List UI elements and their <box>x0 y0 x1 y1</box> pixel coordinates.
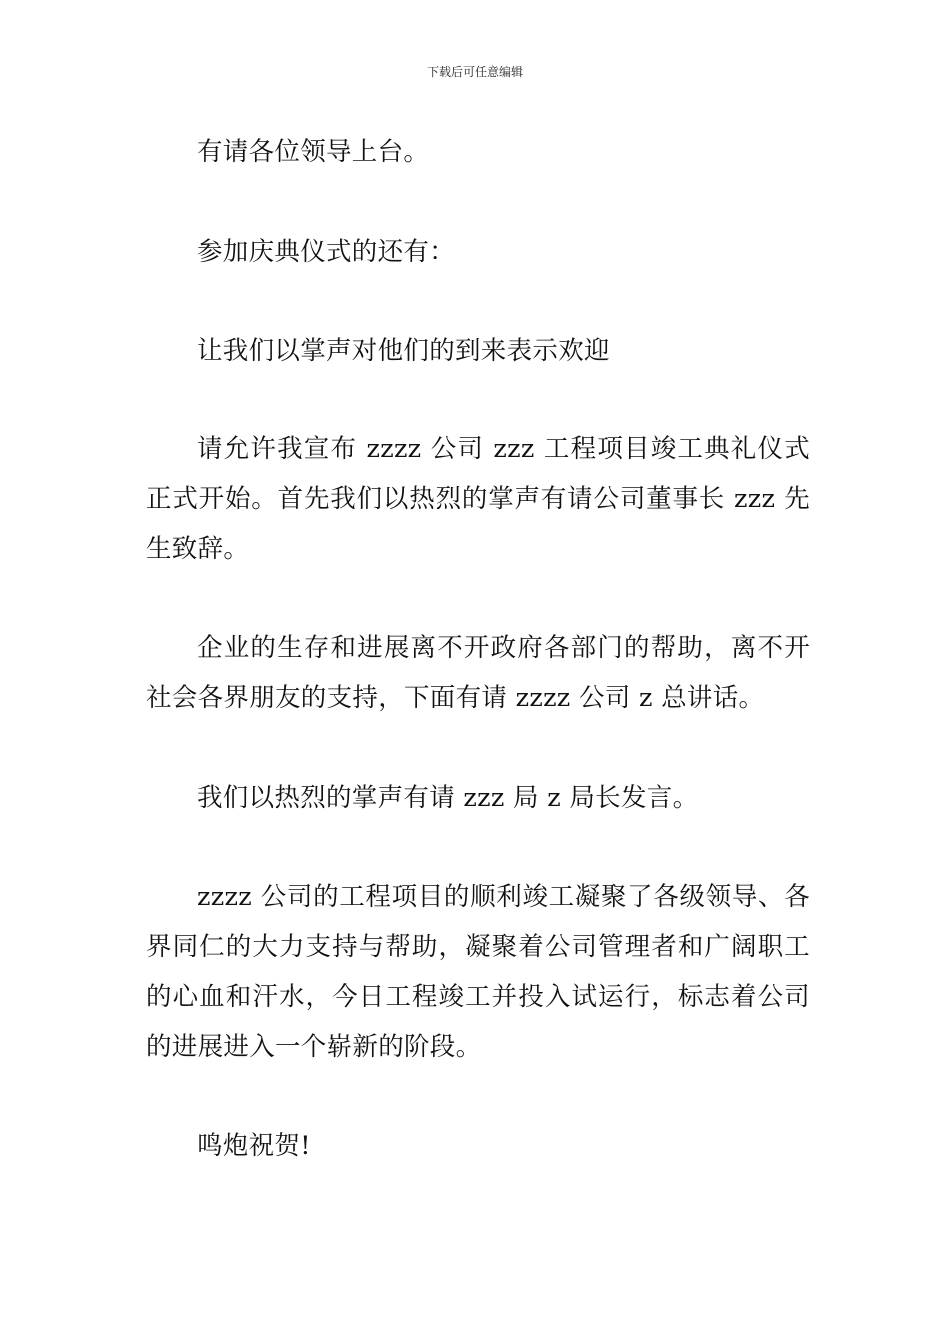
paragraph-firecrackers: 鸣炮祝贺! <box>197 1131 311 1161</box>
paragraph-bureau-speech: 我们以热烈的掌声有请 zzz 局 z 局长发言。 <box>197 783 699 813</box>
paragraph-project-completion: zzzz 公司的工程项目的顺利竣工凝聚了各级领导、各界同仁的大力支持与帮助，凝聚着公司管理者和广阔职工的心血和汗水，今日工程竣工并投入试运行，标志着公司的进展进入一个崭新的阶段。 <box>146 882 810 1062</box>
paragraph-invite-leaders: 有请各位领导上台。 <box>197 137 430 167</box>
paragraph-attendees: 参加庆典仪式的还有： <box>197 237 456 267</box>
paragraph-ceremony-start: 请允许我宣布 zzzz 公司 zzz 工程项目竣工典礼仪式正式开始。首先我们以热烈的掌声有请公司董事长 zzz 先生致辞。 <box>146 434 810 564</box>
page-header-note: 下载后可任意编辑 <box>426 65 523 79</box>
paragraph-welcome-applause: 让我们以掌声对他们的到来表示欢迎 <box>197 336 610 366</box>
paragraph-company-speech: 企业的生存和进展离不开政府各部门的帮助，离不开社会各界朋友的支持，下面有请 zzzz 公司 z 总讲话。 <box>146 633 810 713</box>
